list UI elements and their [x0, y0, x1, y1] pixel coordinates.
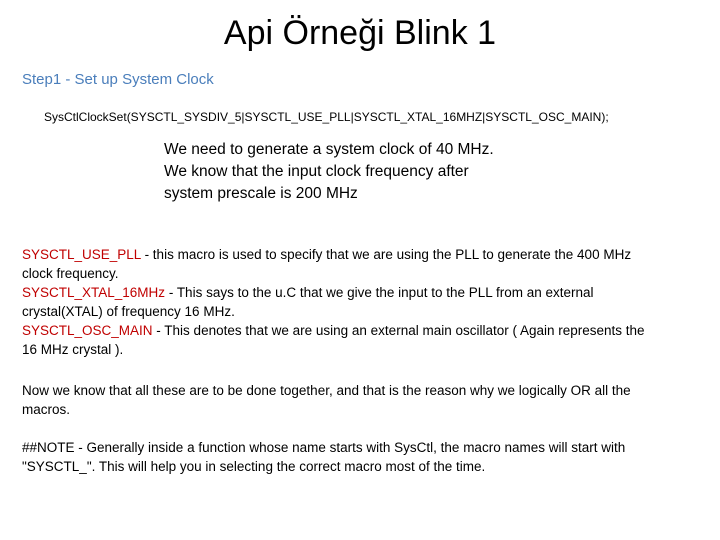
macro-descriptions [22, 245, 702, 359]
summary-paragraph [22, 381, 702, 419]
macro-description-cont: crystal(XTAL) of frequency 16 MHz. [22, 304, 235, 319]
macro-name: SYSCTL_XTAL_16MHz [22, 285, 166, 300]
explanation-line: We need to generate a system clock of 40 MHz. [164, 141, 494, 158]
macro-description-cont: clock frequency. [22, 266, 119, 281]
step-heading: Step1 - Set up System Clock [22, 71, 214, 88]
explanation-line: system prescale is 200 MHz [164, 185, 358, 202]
explanation-line: We know that the input clock frequency after [164, 163, 469, 180]
macro-description: - this macro is used to specify that we are using the PLL to generate the 400 MHz [140, 247, 632, 262]
macro-osc-main [22, 321, 702, 340]
macro-description: - This says to the u.C that we give the input to the PLL from an external [165, 285, 594, 300]
code-line: SysCtlClockSet(SYSCTL_SYSDIV_5|SYSCTL_USE_PLL|SYSCTL_XTAL_16MHZ|SYSCTL_OSC_MAIN); [44, 110, 609, 124]
summary-line: macros. [22, 402, 71, 417]
note-line: "SYSCTL_". This will help you in selecting the correct macro most of the time. [22, 459, 486, 474]
note-line: ##NOTE - Generally inside a function whose name starts with SysCtl, the macro names will start with [22, 440, 626, 455]
note-paragraph [22, 438, 702, 476]
macro-name: SYSCTL_USE_PLL [22, 247, 141, 262]
macro-description: - This denotes that we are using an external main oscillator ( Again represents the [152, 323, 645, 338]
explanation-block [164, 139, 544, 205]
summary-line: Now we know that all these are to be done together, and that is the reason why we logically OR all the [22, 383, 631, 398]
slide-title: Api Örneği Blink 1 [223, 14, 497, 52]
macro-use-pll [22, 245, 702, 264]
macro-description-cont: 16 MHz crystal ). [22, 342, 124, 357]
macro-xtal [22, 283, 702, 302]
macro-name: SYSCTL_OSC_MAIN [22, 323, 153, 338]
